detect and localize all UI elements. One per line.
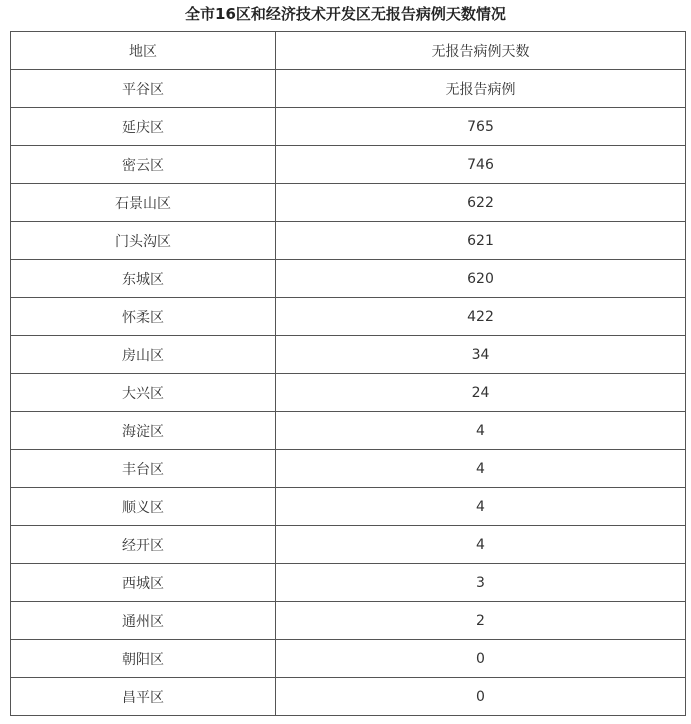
days-cell: 746 xyxy=(276,146,686,184)
district-cell: 东城区 xyxy=(11,260,276,298)
table-row xyxy=(11,488,686,526)
days-cell: 4 xyxy=(276,412,686,450)
district-cell: 通州区 xyxy=(11,602,276,640)
days-cell: 765 xyxy=(276,108,686,146)
district-cell: 房山区 xyxy=(11,336,276,374)
district-cell: 丰台区 xyxy=(11,450,276,488)
table-row xyxy=(11,260,686,298)
days-cell: 3 xyxy=(276,564,686,602)
days-cell: 4 xyxy=(276,450,686,488)
days-cell: 0 xyxy=(276,640,686,678)
table-row xyxy=(11,298,686,336)
days-cell: 34 xyxy=(276,336,686,374)
district-cell: 朝阳区 xyxy=(11,640,276,678)
district-cell: 大兴区 xyxy=(11,374,276,412)
days-cell: 620 xyxy=(276,260,686,298)
days-cell: 4 xyxy=(276,526,686,564)
district-cell: 西城区 xyxy=(11,564,276,602)
table-row xyxy=(11,564,686,602)
report-table xyxy=(10,31,686,716)
table-row xyxy=(11,450,686,488)
table-row xyxy=(11,108,686,146)
district-cell: 延庆区 xyxy=(11,108,276,146)
district-cell: 顺义区 xyxy=(11,488,276,526)
table-row xyxy=(11,70,686,108)
days-cell: 422 xyxy=(276,298,686,336)
table-row xyxy=(11,222,686,260)
table-row xyxy=(11,526,686,564)
table-row xyxy=(11,336,686,374)
days-cell: 622 xyxy=(276,184,686,222)
district-cell: 昌平区 xyxy=(11,678,276,716)
district-cell: 怀柔区 xyxy=(11,298,276,336)
table-row xyxy=(11,184,686,222)
district-cell: 经开区 xyxy=(11,526,276,564)
table-row xyxy=(11,374,686,412)
days-cell: 24 xyxy=(276,374,686,412)
column-header-district: 地区 xyxy=(11,32,276,70)
district-cell: 海淀区 xyxy=(11,412,276,450)
district-cell: 平谷区 xyxy=(11,70,276,108)
table-row xyxy=(11,146,686,184)
days-cell: 2 xyxy=(276,602,686,640)
district-cell: 门头沟区 xyxy=(11,222,276,260)
table-row xyxy=(11,602,686,640)
table-header-row xyxy=(11,32,686,70)
district-cell: 石景山区 xyxy=(11,184,276,222)
days-cell: 无报告病例 xyxy=(276,70,686,108)
table-row xyxy=(11,412,686,450)
column-header-days: 无报告病例天数 xyxy=(276,32,686,70)
days-cell: 621 xyxy=(276,222,686,260)
table-row xyxy=(11,640,686,678)
page-title: 全市16区和经济技术开发区无报告病例天数情况 xyxy=(185,5,506,23)
table-row xyxy=(11,678,686,716)
district-cell: 密云区 xyxy=(11,146,276,184)
days-cell: 0 xyxy=(276,678,686,716)
days-cell: 4 xyxy=(276,488,686,526)
